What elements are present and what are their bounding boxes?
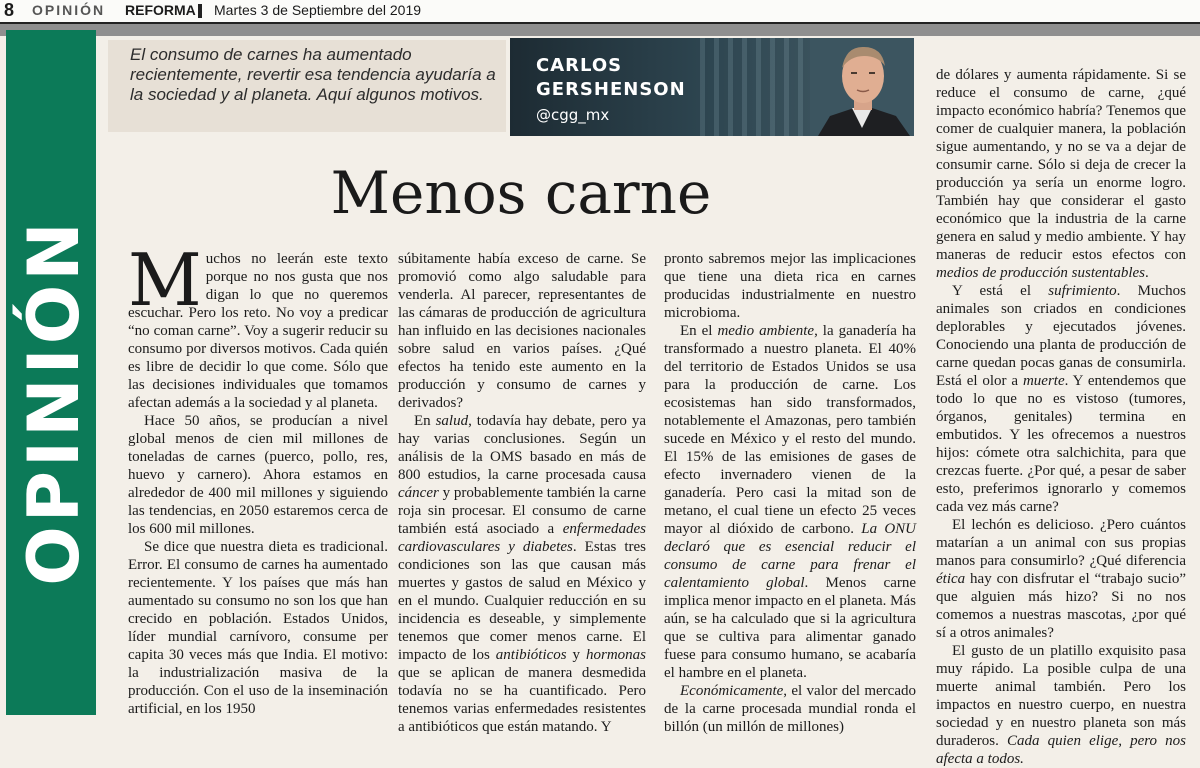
article-column-2 [398, 250, 646, 736]
paragraph: En salud, todavía hay debate, pero ya hay varias conclusiones. Según un análisis de la OMS basado en más de 800 estudios, la carne procesada causa cáncer y probablemente también la carne roja sin procesar. El consumo de carne también está asociado a enfermedades cardiovasculares y diabetes. Estas tres condiciones son las que causan más muertes y gastos de salud en México y en el mundo. Cualquier reducción en su incidencia es deseable, y simplemente tenemos que comer menos carne. El impacto de los antibióticos y hormonas que se aplican de manera desmedida todavía no se ha cuantificado. Pero tenemos varias enfermedades resistentes a antibióticos que están matando. Y [398, 413, 647, 735]
paragraph: Se dice que nuestra dieta es tradicional. Error. El consumo de carnes ha aumentado recientemente. Y los países que más han aumentado su consumo no son los que han crecido en población. Estados Unidos, líder mundial carnívoro, consume per capita 30 veces más que India. El motivo: la industrialización masiva de la producción. Con el uso de la inseminación artificial, en los 1950 [128, 539, 388, 717]
paragraph: súbitamente había exceso de carne. Se promovió como algo saludable para venderla. Al parecer, representantes de las cámaras de producción de agricultura han influido en las decisiones nacionales sobre salud en varios países. ¿Qué efectos ha tenido este aumento en la producción y consumo de carnes y derivados? [398, 251, 646, 411]
author-name: CARLOS GERSHENSON [536, 55, 686, 100]
paragraph: Y está el sufrimiento. Muchos animales son criados en condiciones deplorables y ejecutados jóvenes. Conociendo una planta de producción de carne quedan pocas ganas de consumirla. Está el olor a muerte. Y entendemos que todo lo que no es vistoso (tumores, órganos, genitales) termina en embutidos. Y les ofrecemos a nuestros hijos: cómete otra salchichita, para que crezcas fuerte. ¿Por qué, a pesar de saber esto, preferimos ignorarlo y comemos cada vez más carne? [936, 283, 1186, 515]
article-column-1 [128, 238, 388, 718]
author-handle: @cgg_mx [536, 106, 610, 124]
article-title: Menos carne [330, 159, 712, 227]
author-portrait [810, 38, 914, 136]
author-banner [510, 38, 914, 136]
paragraph: Muchos no leerán este texto porque no nos gusta que nos digan lo que no queremos escuchar. Pero los reto. No voy a predicar “no coman carne”. Voy a sugerir reducir su consumo por diversos motivos. Cada quién es libre de decidir lo que come. Sólo que las decisiones individuales que tomamos afectan además a la sociedad y al planeta. [128, 238, 388, 411]
paragraph: El gusto de un platillo exquisito pasa muy rápido. La posible culpa de una muerte animal también. Pero los impactos en nuestro cuerpo, en nuestra sociedad y en nuestro planeta son más duraderos. Cada quien elige, pero nos afecta a todos. [936, 643, 1186, 767]
sidebar-section-label: OPINIÓN [13, 218, 95, 586]
page-header [0, 0, 1200, 24]
paragraph: de dólares y aumenta rápidamente. Si se reduce el consumo de carne, ¿qué impacto económico habría? Tenemos que comer de cualquier manera, la población sigue aumentando, y no se va a dejar de consumir carne. Sólo si deja de crecer la producción ya sería un enorme logro. También hay que considerar el gasto económico que la industria de la carne genera en salud y medio ambiente. Y hay maneras de reducir estos efectos con medios de producción sustentables. [936, 67, 1186, 281]
paragraph: Hace 50 años, se producían a nivel global menos de cien mil millones de toneladas de carnes (puerco, pollo, res, huevo y carnero). Ahora estamos en alrededor de 400 mil millones y siguiendo las tendencias, en 2050 estaremos cerca de los 600 mil millones. [128, 413, 388, 537]
article-column-3 [664, 250, 916, 736]
paragraph: pronto sabremos mejor las implicaciones que tiene una dieta rica en carnes producidas industrialmente en nuestro microbioma. [664, 251, 916, 321]
header-divider [198, 4, 202, 18]
issue-date: Martes 3 de Septiembre del 2019 [214, 2, 422, 18]
deck-text: El consumo de carnes ha aumentado recientemente, revertir esa tendencia ayudaría a la sociedad y al planeta. Aquí algunos motivos. [130, 45, 496, 104]
publication-name: REFORMA [125, 2, 196, 18]
header-stripe [0, 24, 1200, 36]
article-column-4 [936, 66, 1186, 768]
section-name: OPINIÓN [32, 2, 106, 18]
paragraph: Económicamente, el valor del mercado de la carne procesada mundial ronda el billón (un millón de millones) [664, 683, 916, 735]
section-sidebar [6, 30, 96, 715]
article-deck [108, 40, 506, 132]
paragraph: El lechón es delicioso. ¿Pero cuántos matarían a un animal con sus propias manos para consumirlo? ¿Qué diferencia ética hay con disfrutar el “trabajo sucio” que alguien más hizo? Si no nos comemos a nuestras mascotas, ¿por qué sí a otros animales? [936, 517, 1186, 641]
paragraph: En el medio ambiente, la ganadería ha transformado a nuestro planeta. El 40% del territorio de Estados Unidos se usa para la producción de carne. Los ecosistemas han sido transformados, notablemente el Amazonas, pero también sucede en México y el resto del mundo. El 15% de las emisiones de gases de efecto invernadero vienen de la ganadería. Pero casi la mitad son de metano, el cual tiene un efecto 25 veces mayor al dióxido de carbono. La ONU declaró que es esencial reducir el consumo de carne para frenar el calentamiento global. Menos carne implica menor impacto en el planeta. Más aún, se ha calculado que si la agricultura que se cultiva para alimentar ganado fuese para consumo humano, se acabaría el hambre en el planeta. [664, 323, 917, 681]
page-number: 8 [4, 0, 15, 20]
drop-cap: M [128, 238, 202, 322]
